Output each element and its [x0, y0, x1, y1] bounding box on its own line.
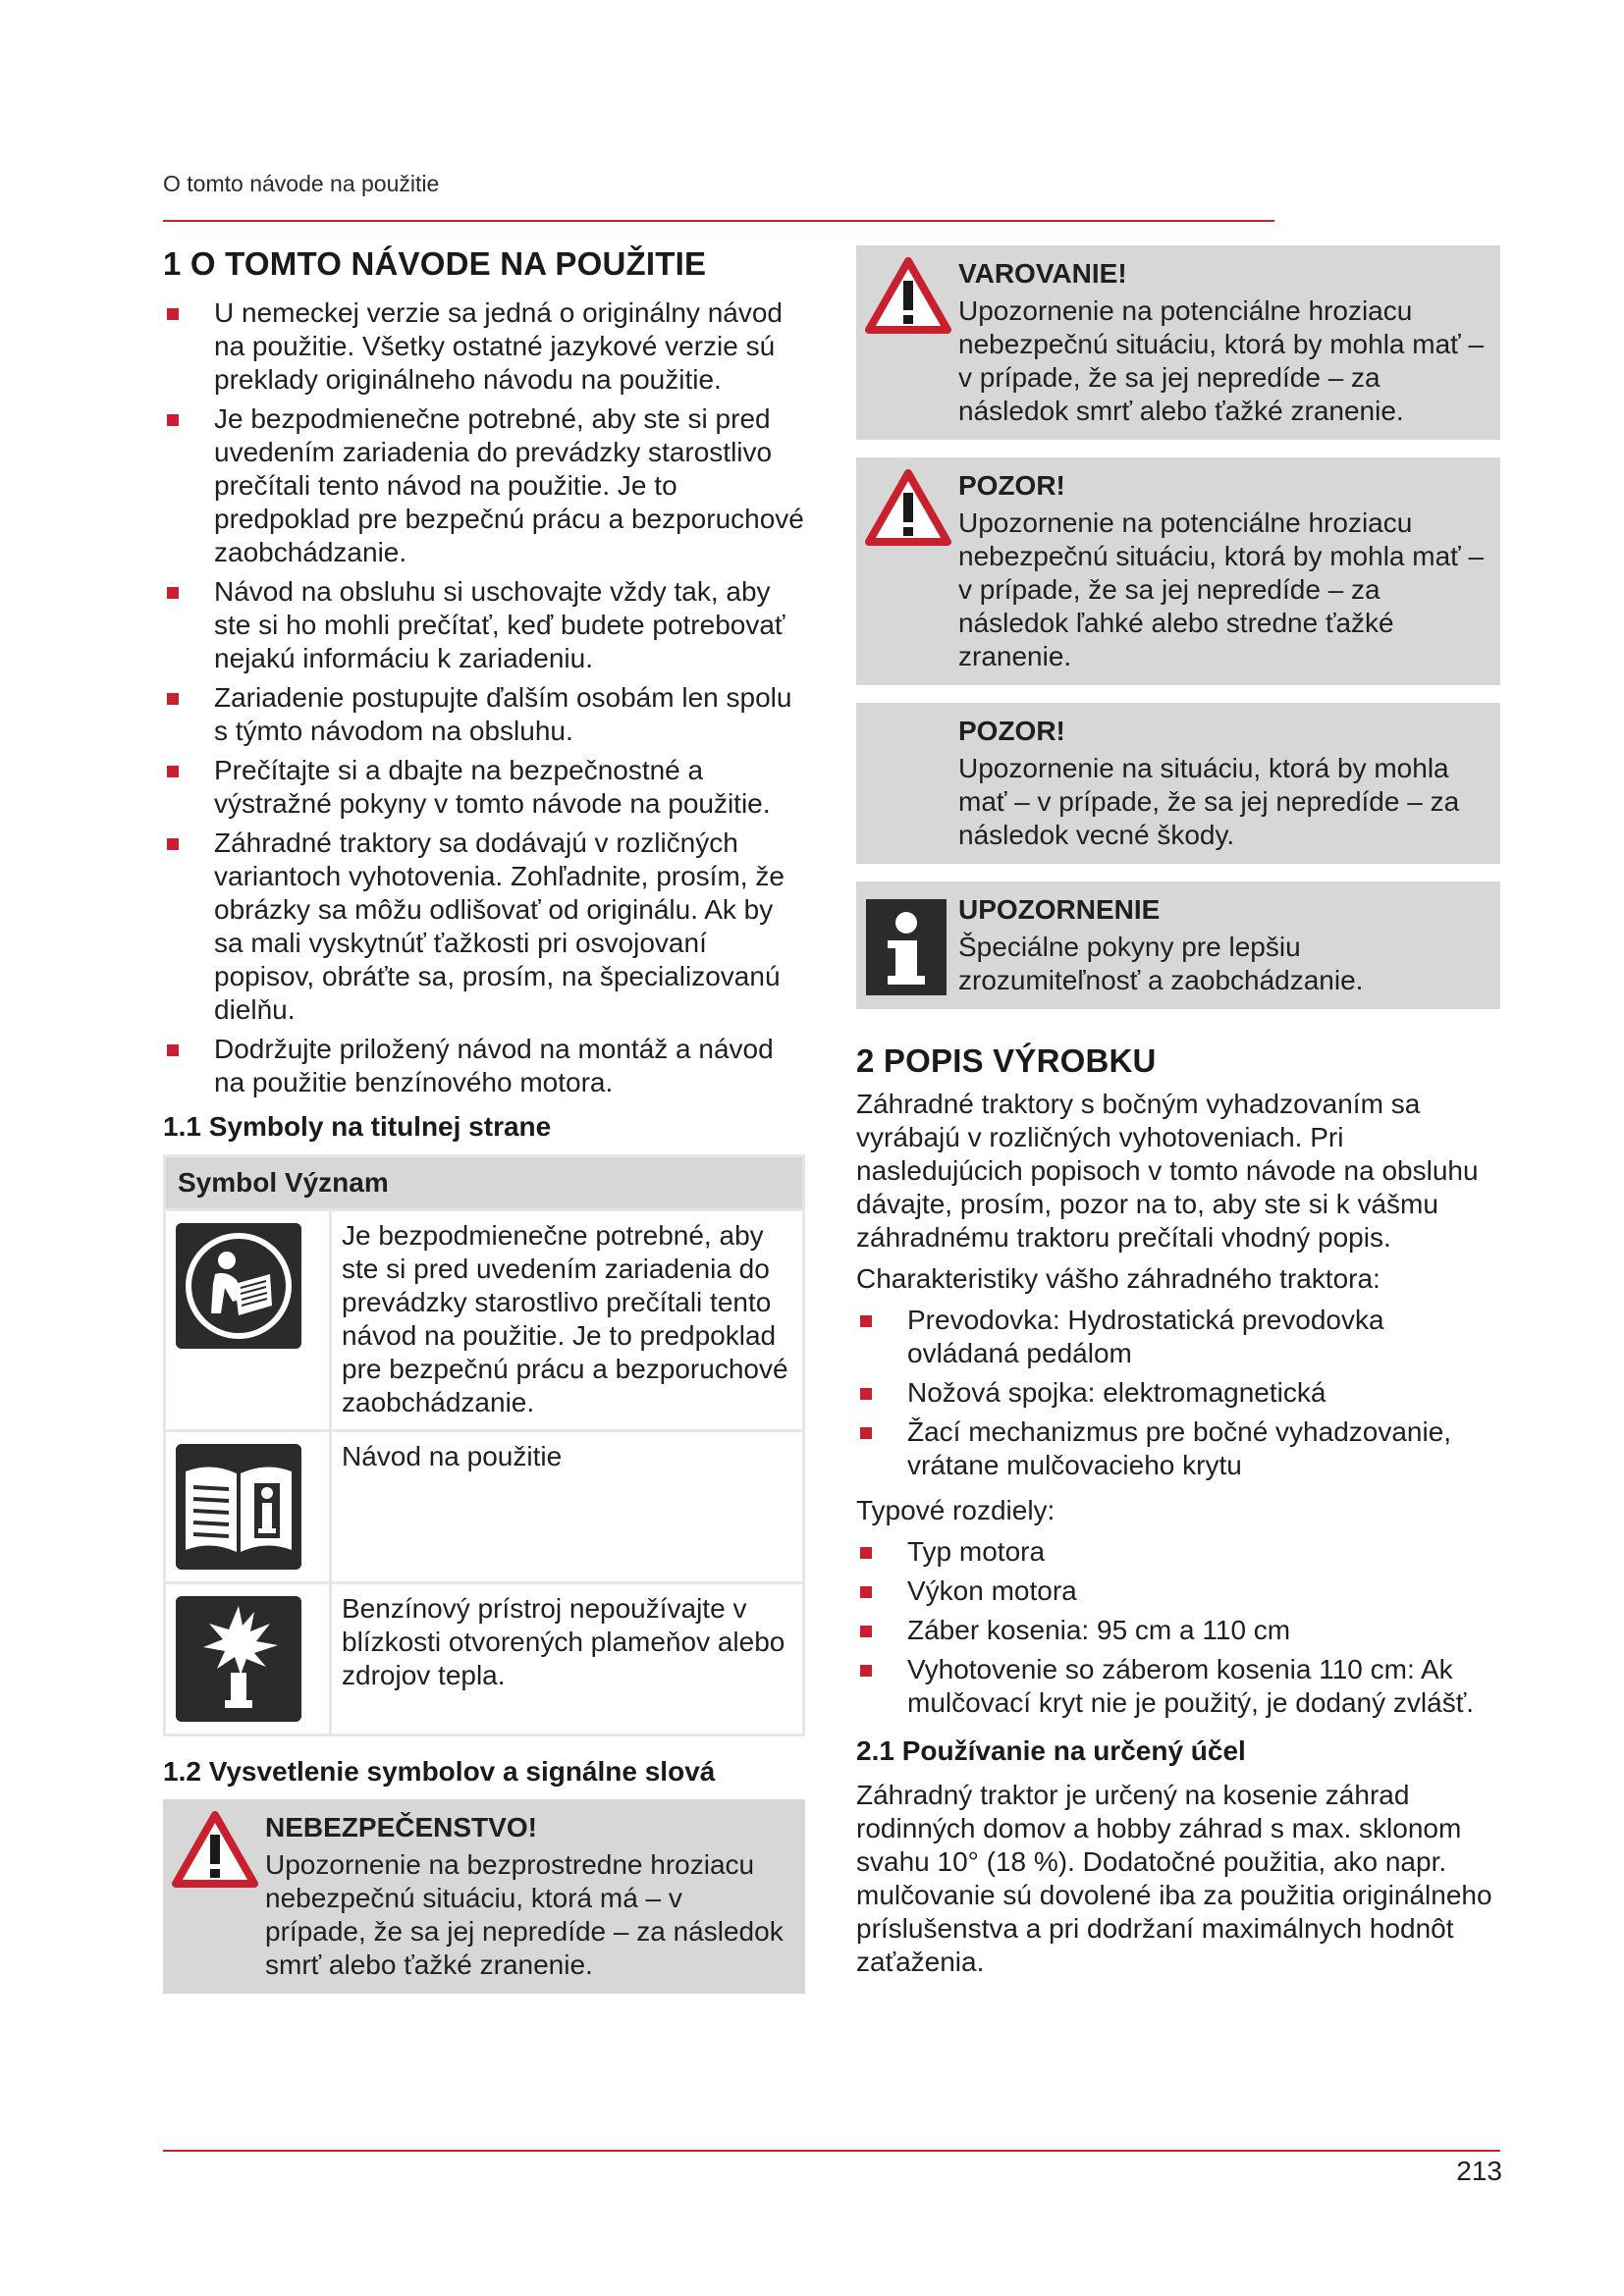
list-item: Vyhotovenie so záberom kosenia 110 cm: Ak mulčovací kryt nie je použitý, je dodaný zvlášť. — [856, 1653, 1500, 1720]
warning-box — [856, 245, 1500, 440]
left-column — [163, 245, 805, 2011]
warning-text: Upozornenie na potenciálne hroziacu nebezpečnú situáciu, ktorá by mohla mať – v prípade, že sa jej nepredíde – za následok smrť alebo ťažké zranenie. — [958, 295, 1485, 426]
list-item: U nemeckej verzie sa jedná o originálny návod na použitie. Všetky ostatné jazykové verzie sú preklady originálneho návodu na použitie. — [163, 296, 805, 397]
warning-triangle-icon — [171, 1809, 259, 1890]
header-rule — [163, 220, 1274, 222]
meaning-cell: Návod na použitie — [331, 1431, 804, 1583]
symbol-cell — [165, 1210, 331, 1431]
section-2-1-title: 2.1 Používanie na určený účel — [856, 1735, 1246, 1766]
section-2-1-text: Záhradný traktor je určený na kosenie záhrad rodinných domov a hobby záhrad s max. sklonom svahu 10° (18 %). Dodatočné použitia, ako napr. mulčovanie sú dovolené iba za použitia originálneho príslušenstva a pri dodržaní maximálnych hodnôt zaťaženia. — [856, 1780, 1492, 1977]
section-1-2-title: 1.2 Vysvetlenie symbolov a signálne slová — [163, 1756, 716, 1787]
notice-title: POZOR! — [958, 716, 1065, 746]
symbols-table — [163, 1154, 805, 1736]
caution-text: Upozornenie na potenciálne hroziacu nebezpečnú situáciu, ktorá by mohla mať – v prípade, že sa jej nepredíde – za následok ľahké alebo stredne ťažké zranenie. — [958, 507, 1485, 671]
warning-triangle-icon — [864, 255, 952, 336]
list-item: Výkon motora — [856, 1575, 1500, 1608]
info-text: Špeciálne pokyny pre lepšiu zrozumiteľnosť a zaobchádzanie. — [958, 932, 1364, 995]
characteristics-list — [856, 1304, 1500, 1482]
section-1-bullets — [163, 296, 805, 1099]
meaning-cell: Je bezpodmienečne potrebné, aby ste si pred uvedením zariadenia do prevádzky starostlivo prečítali tento návod na použitie. Je to predpoklad pre bezpečnú prácu a bezporuchové zaobchádzanie. — [331, 1210, 804, 1431]
section-2-title: 2 POPIS VÝROBKU — [856, 1042, 1157, 1079]
read-manual-icon — [176, 1223, 301, 1349]
danger-text: Upozornenie na bezprostredne hroziacu nebezpečnú situáciu, ktorá má – v prípade, že sa jej nepredíde – za následok smrť alebo ťažké zranenie. — [265, 1849, 784, 1980]
table-row — [165, 1210, 804, 1431]
meaning-cell: Benzínový prístroj nepoužívajte v blízkosti otvorených plameňov alebo zdrojov tepla. — [331, 1583, 804, 1735]
footer-rule — [163, 2150, 1500, 2152]
list-item: Je bezpodmienečne potrebné, aby ste si pred uvedením zariadenia do prevádzky starostlivo prečítali tento návod na použitie. Je to predpoklad pre bezpečnú prácu a bezporuchové zaobchádzanie. — [163, 402, 805, 569]
characteristics-label: Charakteristiky vášho záhradného traktora: — [856, 1263, 1380, 1294]
list-item: Zariadenie postupujte ďalším osobám len spolu s týmto návodom na obsluhu. — [163, 681, 805, 748]
manual-info-icon — [176, 1444, 301, 1570]
col-meaning-header: Význam — [284, 1167, 389, 1198]
danger-box — [163, 1799, 805, 1994]
list-item: Prevodovka: Hydrostatická prevodovka ovládaná pedálom — [856, 1304, 1500, 1370]
warning-title: VAROVANIE! — [958, 258, 1127, 289]
section-2-intro: Záhradné traktory s bočným vyhadzovaním sa vyrábajú v rozličných vyhotoveniach. Pri nasledujúcich popisoch v tomto návode na obsluhu dávajte, prosím, pozor na to, aby ste si k vášmu záhradnému traktoru prečítali vhodný popis. — [856, 1089, 1479, 1253]
section-1-1-title: 1.1 Symboly na titulnej strane — [163, 1111, 552, 1142]
list-item: Typ motora — [856, 1535, 1500, 1569]
danger-title: NEBEZPEČENSTVO! — [265, 1812, 537, 1842]
notice-text: Upozornenie na situáciu, ktorá by mohla mať – v prípade, že sa jej nepredíde – za následok vecné škody. — [958, 753, 1460, 850]
right-column — [856, 245, 1500, 1987]
table-header-row — [165, 1156, 804, 1210]
list-item: Návod na obsluhu si uschovajte vždy tak, aby ste si ho mohli prečítať, keď budete potrebovať nejakú informáciu k zariadeniu. — [163, 575, 805, 675]
warning-triangle-icon — [864, 467, 952, 548]
running-header: O tomto návode na použitie — [163, 171, 440, 196]
section-1-title: 1 O TOMTO NÁVODE NA POUŽITIE — [163, 245, 707, 282]
notice-box — [856, 703, 1500, 864]
page-number: 213 — [1456, 2156, 1502, 2186]
list-item: Záhradné traktory sa dodávajú v rozličných variantoch vyhotovenia. Zohľadnite, prosím, že obrázky sa môžu odlišovať od originálu. Ak by sa mali vyskytnúť ťažkosti pri osvojovaní popisov, obráťte sa, prosím, na špecializovanú dielňu. — [163, 827, 805, 1027]
info-icon — [866, 899, 947, 995]
caution-title: POZOR! — [958, 470, 1065, 501]
symbol-cell — [165, 1431, 331, 1583]
info-box — [856, 881, 1500, 1009]
list-item: Dodržujte priložený návod na montáž a návod na použitie benzínového motora. — [163, 1033, 805, 1099]
col-symbol-header: Symbol — [178, 1167, 278, 1198]
caution-box — [856, 457, 1500, 685]
table-row — [165, 1583, 804, 1735]
type-differences-label: Typové rozdiely: — [856, 1495, 1056, 1525]
list-item: Prečítajte si a dbajte na bezpečnostné a výstražné pokyny v tomto návode na použitie. — [163, 754, 805, 821]
type-differences-list — [856, 1535, 1500, 1720]
symbol-cell — [165, 1583, 331, 1735]
open-flame-icon — [176, 1596, 301, 1722]
list-item: Žací mechanizmus pre bočné vyhadzovanie, vrátane mulčovacieho krytu — [856, 1415, 1500, 1482]
list-item: Nožová spojka: elektromagnetická — [856, 1376, 1500, 1410]
table-header — [165, 1156, 804, 1210]
list-item: Záber kosenia: 95 cm a 110 cm — [856, 1614, 1500, 1647]
table-row — [165, 1431, 804, 1583]
info-title: UPOZORNENIE — [958, 894, 1161, 925]
